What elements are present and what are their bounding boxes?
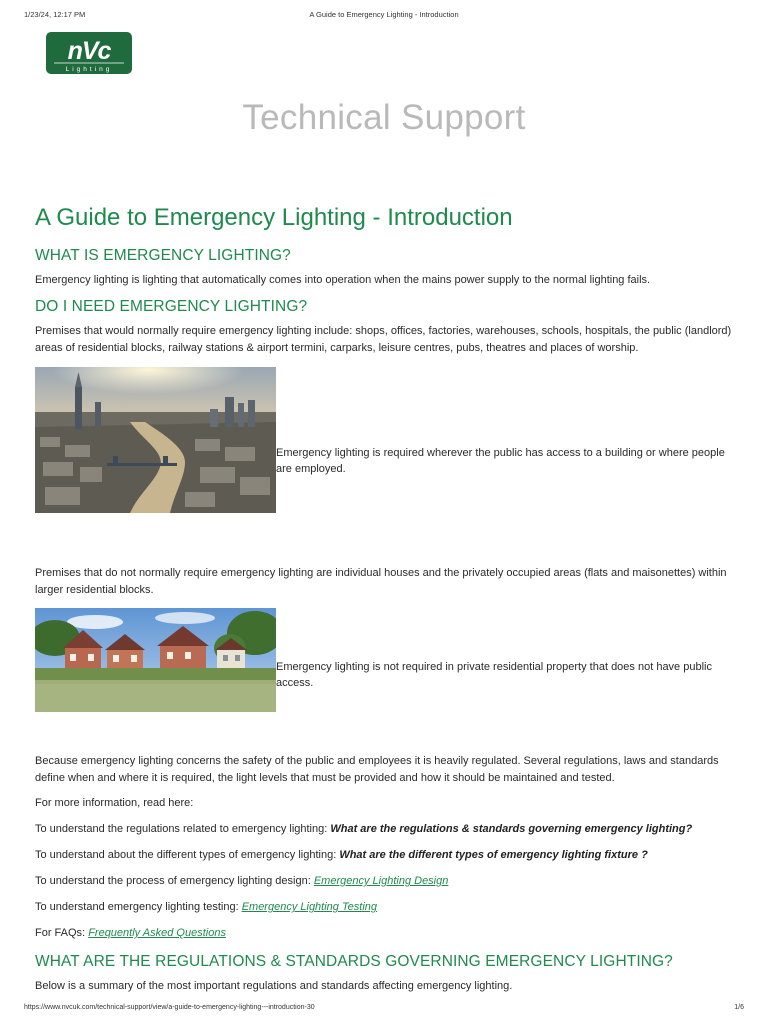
link-prefix: For FAQs:	[35, 927, 89, 939]
more-info-text: For more information, read here:	[35, 797, 194, 809]
houses-image	[35, 608, 276, 712]
link-row-regulations	[35, 823, 692, 835]
print-url: https://www.nvcuk.com/technical-support/view/a-guide-to-emergency-lighting---introduction-30	[24, 1004, 315, 1011]
faqs-link[interactable]: Frequently Asked Questions	[88, 927, 226, 939]
article-title: A Guide to Emergency Lighting - Introduction	[35, 204, 513, 231]
regulated-text: Because emergency lighting concerns the safety of the public and employees it is heavily regulated. Several regulations, laws and standards define when and where it is required, the light levels that must be provided and how it should be maintained and tested.	[35, 755, 719, 784]
link-row-design	[35, 875, 448, 887]
image1-caption: Emergency lighting is required wherever the public has access to a building or where people are employed.	[276, 447, 725, 475]
image2-caption: Emergency lighting is not required in private residential property that does not have public access.	[276, 661, 712, 689]
link-row-faqs	[35, 927, 226, 939]
section-heading-what-is: WHAT IS EMERGENCY LIGHTING?	[35, 247, 291, 264]
logo-sub-text: Lighting	[65, 66, 113, 73]
link-prefix: To understand about the different types of emergency lighting:	[35, 849, 340, 861]
regulations-link[interactable]: What are the regulations & standards governing emergency lighting?	[330, 823, 693, 835]
section-text-do-i-need: Premises that would normally require emergency lighting include: shops, offices, factories, warehouses, schools, hospitals, the public (landlord) areas of residential blocks, railway stations & airport termini, carparks, leisure centres, pubs, theatres and places of worship.	[35, 325, 732, 354]
print-footer	[0, 1004, 768, 1016]
section-text-what-is: Emergency lighting is lighting that automatically comes into operation when the mains power supply to the normal lighting fails.	[35, 274, 651, 286]
print-header	[0, 10, 768, 22]
nvc-logo[interactable]	[46, 32, 132, 74]
print-page-title: A Guide to Emergency Lighting - Introduction	[309, 10, 459, 19]
print-datetime: 1/23/24, 12:17 PM	[24, 10, 86, 19]
section-heading-do-i-need: DO I NEED EMERGENCY LIGHTING?	[35, 298, 308, 315]
link-row-testing	[35, 901, 377, 913]
link-row-types	[35, 849, 648, 861]
logo-brand-text: nVc	[67, 37, 111, 65]
fixture-types-link[interactable]: What are the different types of emergency lighting fixture ?	[339, 849, 648, 861]
hero-title: Technical Support	[242, 98, 526, 137]
design-link[interactable]: Emergency Lighting Design	[313, 875, 449, 887]
section-heading-regulations: WHAT ARE THE REGULATIONS & STANDARDS GOVERNING EMERGENCY LIGHTING?	[35, 953, 673, 970]
print-page-number: 1/6	[734, 1004, 744, 1011]
section-text-regulations: Below is a summary of the most important regulations and standards affecting emergency lighting.	[35, 980, 513, 992]
not-required-text: Premises that do not normally require emergency lighting are individual houses and the privately occupied areas (flats and maisonettes) within larger residential blocks.	[35, 567, 727, 596]
london-aerial-image	[35, 367, 276, 513]
link-prefix: To understand the regulations related to emergency lighting:	[35, 823, 331, 835]
link-prefix: To understand the process of emergency lighting design:	[35, 875, 311, 887]
link-prefix: To understand emergency lighting testing:	[35, 901, 242, 913]
testing-link[interactable]: Emergency Lighting Testing	[241, 901, 378, 913]
